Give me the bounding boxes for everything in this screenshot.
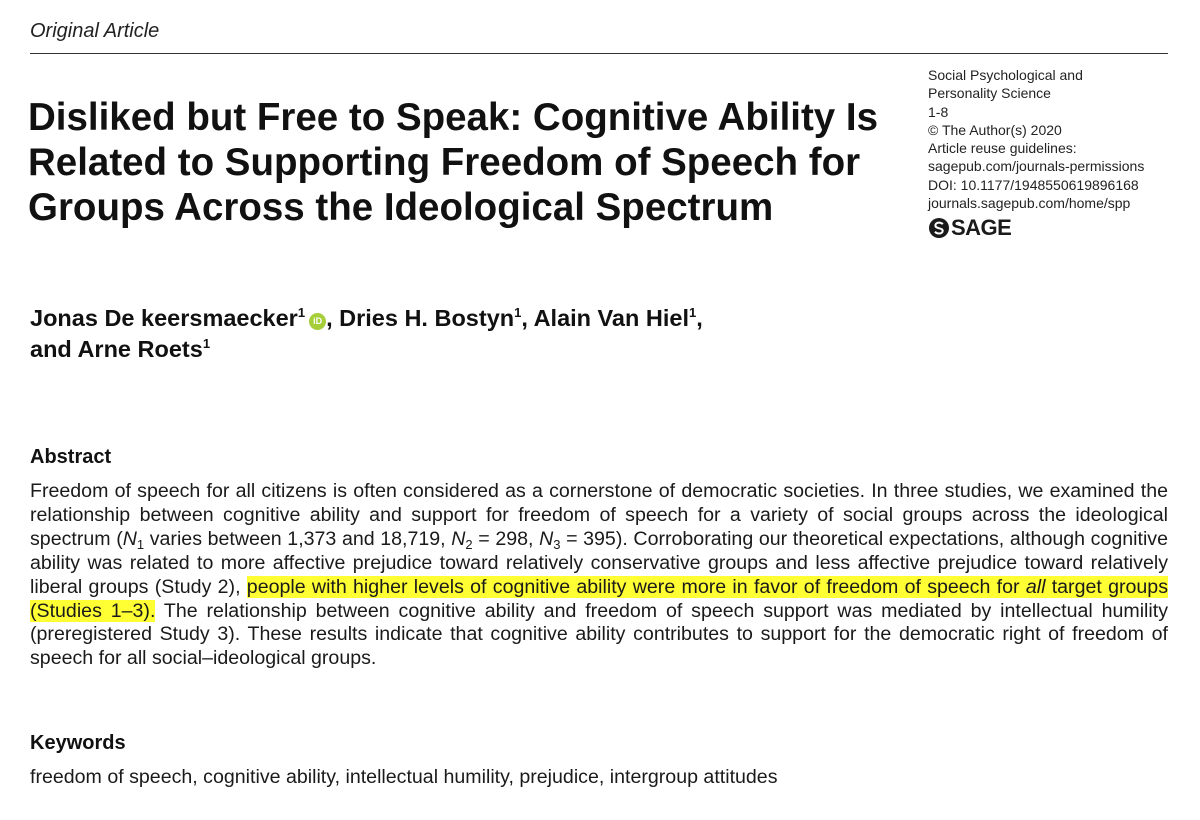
copyright: © The Author(s) 2020 [928, 121, 1062, 138]
journal-homepage-link[interactable]: journals.sagepub.com/home/spp [928, 195, 1131, 212]
header-divider [30, 53, 1168, 54]
sample-size-symbol: N [122, 527, 137, 550]
abstract-text: Freedom of speech for all citizens is often considered as a cornerstone of democratic societies. In three studies, we examined the relationship between cognitive ability and support for freedom of speech for a variety of social groups across the ideological spectrum ( [30, 480, 1168, 550]
article-type-label: Original Article [30, 20, 160, 42]
author-name[interactable]: Jonas De keersmaecker [30, 305, 298, 331]
abstract-text: varies between 1,373 and 18,719, [144, 527, 452, 550]
page-range: 1-8 [928, 103, 949, 120]
sample-subscript: 3 [553, 536, 561, 552]
author-list: Jonas De keersmaecker$^1$iD , Dries H. Bostyn$^1$, Alain Van Hiel$^1$, and Arne Roets$^1$ [30, 305, 703, 362]
sample-size-symbol: N [451, 527, 466, 550]
journal-meta [928, 66, 1178, 239]
author-name[interactable]: Dries H. Bostyn [339, 305, 515, 331]
sample-subscript: 1 [136, 536, 145, 552]
abstract-heading: Abstract [30, 446, 112, 468]
orcid-icon[interactable]: iD [309, 313, 326, 330]
journal-name-line1: Social Psychological and [928, 67, 1083, 83]
highlight-emphasis: all [1025, 575, 1046, 598]
highlight-text: people with higher levels of cognitive ability were more in favor of freedom of speech for [246, 575, 1026, 598]
reuse-label: Article reuse guidelines: [928, 140, 1077, 157]
author-name[interactable]: Alain Van Hiel [533, 305, 689, 331]
sample-size-symbol: N [539, 527, 554, 550]
author-name[interactable]: Arne Roets [77, 336, 203, 362]
reuse-link[interactable]: sagepub.com/journals-permissions [928, 158, 1145, 175]
highlight-text: target groups (Studies 1–3). [30, 575, 1168, 622]
affiliation-marker: 1 [202, 336, 211, 351]
affiliation-marker: 1 [514, 305, 522, 320]
author-connector: and [30, 336, 72, 362]
sage-emblem-icon [928, 217, 950, 239]
affiliation-marker: 1 [688, 305, 697, 320]
journal-name-line2: Personality Science [928, 85, 1051, 102]
keywords-heading: Keywords [30, 732, 126, 754]
sage-logo [928, 217, 1178, 239]
abstract-text: The relationship between cognitive ability and freedom of speech support was mediated by intellectual humility (preregistered Study 3). These results indicate that cognitive ability contributes to support for the democratic right of freedom of speech for all social–ideological groups. [30, 599, 1168, 670]
abstract-body [30, 480, 1168, 671]
abstract-text: = 298, [472, 527, 540, 550]
affiliation-marker: 1 [297, 305, 306, 320]
abstract-text: = 395). Corroborating our theoretical expectations, although cognitive ability was related to more affective prejudice toward relatively conservative groups and less affective prejudice toward relatively liberal groups (Study 2), [30, 527, 1168, 598]
doi[interactable]: DOI: 10.1177/1948550619896168 [928, 176, 1139, 193]
article-title: Disliked but Free to Speak: Cognitive Ability Is Related to Supporting Freedom of Speech for Groups Across the Ideological Spectrum [28, 96, 879, 229]
keywords-list: freedom of speech, cognitive ability, intellectual humility, prejudice, intergroup attitudes [30, 766, 778, 788]
sample-subscript: 2 [465, 536, 473, 552]
sage-wordmark: SAGE [951, 215, 1012, 241]
